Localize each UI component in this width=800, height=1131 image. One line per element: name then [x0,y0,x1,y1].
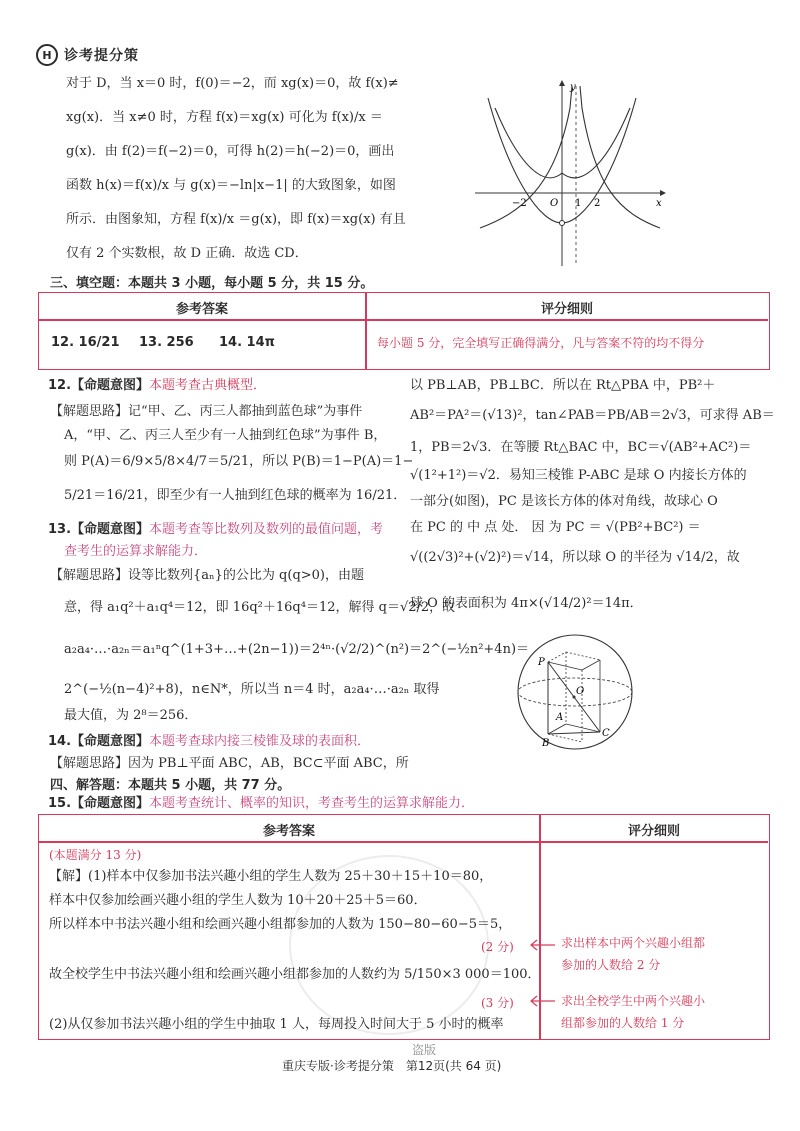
q13-line-1: 【解题思路】设等比数列{aₙ}的公比为 q(q>0)，由题 [50,568,364,583]
table2-score-3: (3 分) [481,996,514,1010]
right-line-2: AB²＝PA²＝(√13)²，tan∠PAB＝PB/AB＝2√3，可求得 AB＝ [410,408,775,423]
graph-x-label: x [656,198,662,209]
sphere-label-b: B [542,738,550,749]
right-line-8: 球 O 的表面积为 4π×(√14/2)²＝14π． [410,596,643,611]
q15-intent-text: 本题考查统计、概率的知识，考查考生的运算求解能力． [149,796,475,811]
q15-intent [48,794,474,814]
q13-line-4: 2^(−½(n−4)²+8)，n∈N*，所以当 n＝4 时，a₂a₄·…·a₂ₙ 取得 [64,682,440,697]
table2-line-5: (2)从仅参加书法兴趣小组的学生中抽取 1 人，每周投入时间大于 5 小时的概率 [49,1017,504,1032]
graph-tick-neg2: −2 [512,198,527,209]
brand-title: 诊考提分策 [64,48,139,64]
brand-logo: H [36,44,58,66]
table2-line-1: 【解】(1)样本中仅参加书法兴趣小组的学生人数为 25＋30＋15＋10＝80， [49,869,493,884]
section3-title: 三、填空题：本题共 3 小题，每小题 5 分，共 15 分。 [50,276,374,291]
answer-table-2 [38,814,770,1040]
table1-col1-header: 参考答案 [175,302,228,317]
table2-note-1: 求出样本中两个兴趣小组都 [561,936,706,950]
table2-col2-header: 评分细则 [627,824,680,839]
function-graph [470,78,670,268]
graph-tick-2: 2 [594,198,601,209]
table2-score-2: (2 分) [481,940,514,954]
q12-intent-text: 本题考查古典概型． [149,378,267,393]
table2-note-3: 求出全校学生中两个兴趣小 [561,994,706,1008]
table1-rule: 每小题 5 分，完全填写正确得满分，凡与答案不符的均不得分 [377,336,705,350]
q14-tag: 14.【命题意图】 [48,734,150,749]
q12-tag: 12.【命题意图】 [48,378,150,393]
table2-col1-header: 参考答案 [262,824,315,839]
right-line-1: 以 PB⊥AB，PB⊥BC．所以在 Rt△PBA 中，PB²＋ [410,378,716,393]
table1-col2-header: 评分细则 [540,302,593,317]
table2-note-2: 参加的人数给 2 分 [561,958,661,972]
q13-intent-line-2: 查考生的运算求解能力． [64,544,208,559]
q12-line-3: 则 P(A)＝6/9×5/8×4/7＝5/21，所以 P(B)＝1−P(A)＝1− [64,454,414,469]
header-brand [36,44,139,66]
sphere-label-a: A [556,712,564,723]
table2-line-3: 所以样本中书法兴趣小组和绘画兴趣小组都参加的人数为 150−80−60−5＝5， [49,917,512,932]
table2-score-note: (本题满分 13 分) [49,848,142,862]
q14-intent [48,732,370,752]
table1-answer-14: 14. 14π [219,335,275,350]
right-line-7: √((2√3)²+(√2)²)＝√14，所以球 O 的半径为 √14/2，故 [410,550,740,565]
q14-line: 【解题思路】因为 PB⊥平面 ABC，AB，BC⊂平面 ABC，所 [50,756,409,771]
graph-tick-1: 1 [575,198,582,209]
top-line-2: xg(x)．当 x≠0 时，方程 f(x)＝xg(x) 可化为 f(x)/x ＝ [66,110,383,125]
top-line-1: 对于 D，当 x＝0 时，f(0)＝−2，而 xg(x)＝0，故 f(x)≠ [66,76,399,91]
arrow-left-icon [527,993,557,1009]
q12-line-1: 【解题思路】记“甲、乙、丙三人都抽到蓝色球”为事件 [50,404,363,419]
footer-stamp: 盗版 [412,1043,437,1057]
q13-line-5: 最大值，为 2⁸＝256． [64,708,198,723]
q12-line-4: 5/21＝16/21，即至少有一人抽到红色球的概率为 16/21． [64,488,407,503]
section4-title: 四、解答题：本题共 5 小题，共 77 分。 [50,778,291,793]
top-line-4: 函数 h(x)＝f(x)/x 与 g(x)＝−ln|x−1| 的大致图象，如图 [66,178,396,193]
graph-origin: O [550,198,559,209]
q13-line-2: 意，得 a₁q²＋a₁q⁴＝12，即 16q²＋16q⁴＝12，解得 q＝√2/2，故 [64,600,456,615]
table1-answer-12: 12. 16/21 [51,335,120,350]
sphere-label-p: P [538,657,545,668]
table1-answer-13: 13. 256 [139,335,194,350]
table2-line-2: 样本中仅参加绘画兴趣小组的学生人数为 10＋20＋25＋5＝60． [49,893,427,908]
q14-intent-text: 本题考查球内接三棱锥及球的表面积． [149,734,371,749]
right-line-6: 在 PC 的 中 点 处． 因 为 PC ＝ √(PB²+BC²) ＝ [410,520,701,535]
right-line-5: 一部分(如图)，PC 是该长方体的体对角线，故球心 O [410,494,718,509]
q12-intent [48,376,266,396]
top-line-5: 所示．由图象知，方程 f(x)/x ＝g(x)，即 f(x)＝xg(x) 有且 [66,212,406,227]
answer-table-1 [38,292,770,370]
footer-page: 重庆专版·诊考提分策 第12页(共 64 页) [282,1059,502,1073]
sphere-label-o: O [576,686,585,697]
arrow-left-icon [527,937,557,953]
q13-intent-text: 本题考查等比数列及数列的最值问题，考 [149,522,384,537]
top-line-6: 仅有 2 个实数根，故 D 正确．故选 CD． [66,246,308,261]
q12-line-2: A，“甲、乙、丙三人至少有一人抽到红色球”为事件 B， [64,428,387,443]
q13-intent [48,520,383,540]
top-line-3: g(x)．由 f(2)＝f(−2)＝0，可得 h(2)＝h(−2)＝0，画出 [66,144,395,159]
sphere-figure [510,632,640,752]
q13-tag: 13.【命题意图】 [48,522,150,537]
table2-line-4: 故全校学生中书法兴趣小组和绘画兴趣小组都参加的人数约为 5/150×3 000＝100． [49,967,541,982]
right-line-3: 1，PB＝2√3．在等腰 Rt△BAC 中，BC＝√(AB²+AC²)＝ [410,440,752,455]
q13-line-3: a₂a₄·…·a₂ₙ＝a₁ⁿq^(1+3+…+(2n−1))＝2⁴ⁿ·(√2/2)^(n²)＝2^(−½n²+4n)＝ [64,642,530,657]
graph-y-label: y [570,82,576,93]
sphere-label-c: C [602,728,610,739]
table2-note-4: 组都参加的人数给 1 分 [561,1016,685,1030]
q15-tag: 15.【命题意图】 [48,796,150,811]
right-line-4: √(1²+1²)＝√2．易知三棱锥 P-ABC 是球 O 内接长方体的 [410,468,747,483]
